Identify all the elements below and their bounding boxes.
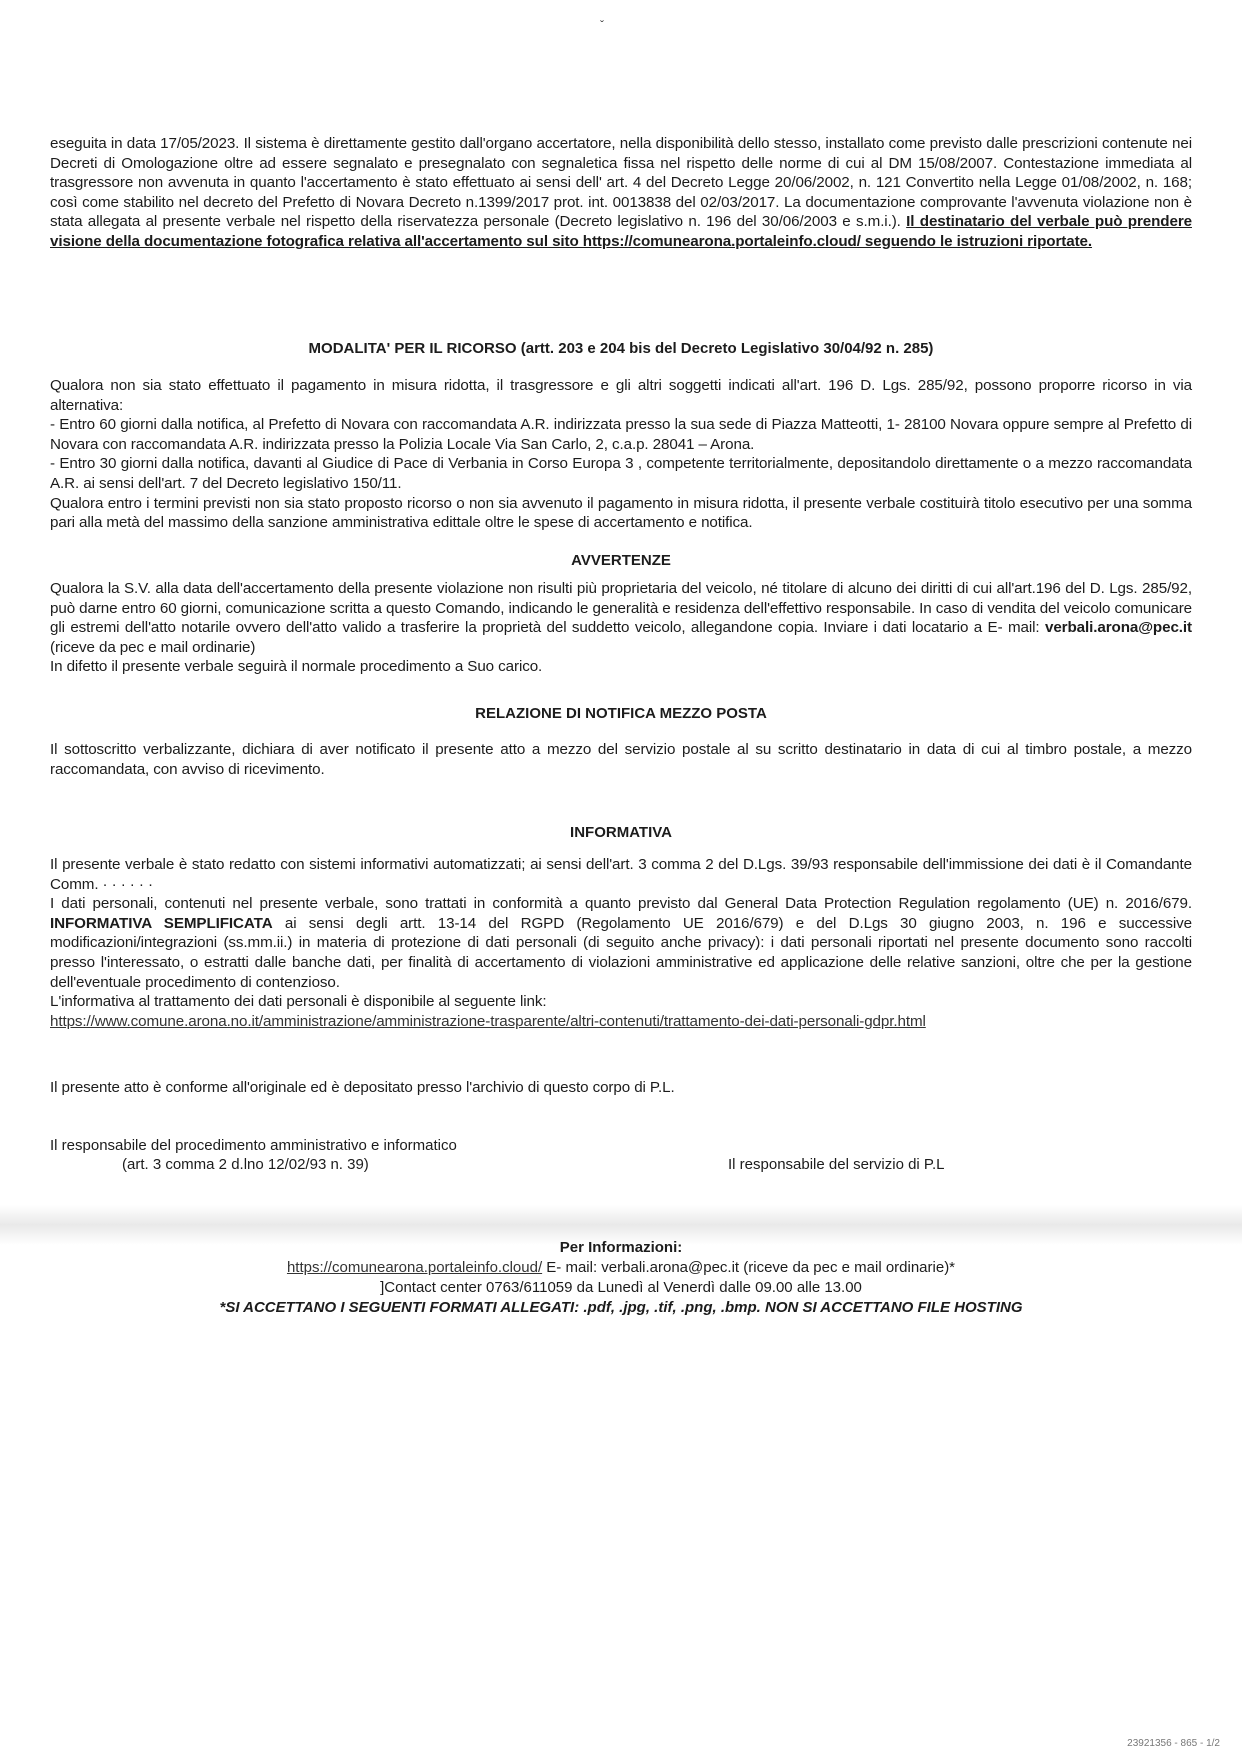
informativa-text-b: ai sensi degli artt. 13-14 del RGPD (Regolamento UE 2016/679) e del D.Lgs 30 giugno 2003, n. 196 e successive modificazioni/integrazioni (ss.mm.ii.) in materia di protezione di dati personali (di seguito anche privacy): i dati personali riportati nel presente documento sono raccolti presso l'interessato, o estratti dalle banche dati, per finalità di accertamento di violazioni amministrative ed applicazione delle relative sanzioni, oltre che per la gestione dell'eventuale procedimento di contenzioso. — [50, 914, 1192, 991]
signature-left-title: Il responsabile del procedimento amministrativo e informatico — [50, 1137, 457, 1154]
intro-text: eseguita in data 17/05/2023. Il sistema è direttamente gestito dall'organo accertatore, nella disponibilità dello stesso, installato come previsto dalle prescrizioni contenute nei Decreti di Omologazione oltre ad essere segnalato e presegnalato con segnaletica fissa nel rispetto delle norme di cui al DM 15/08/2007. Contestazione immediata al trasgressore non avvenuta in quanto l'accertamento è stato effettuato ai sensi dell' art. 4 del Decreto Legge 20/06/2002, n. 121 Convertito nella Legge 01/08/2002, n. 168; così come stabilito nel decreto del Prefetto di Novara Decreto n.1399/2017 prot. int. 0013838 del 02/03/2017. La documentazione comprovante l'avvenuta violazione non è stata allegata al presente verbale nel rispetto della riservatezza personale (Decreto legislativo n. 196 del 30/06/2003 e s.m.i.). — [50, 135, 1192, 231]
informativa-heading: INFORMATIVA — [570, 824, 672, 841]
relazione-text: Il sottoscritto verbalizzante, dichiara di aver notificato il presente atto a mezzo del servizio postale al su scritto destinatario in data di cui al timbro postale, a mezzo raccomandata, con avviso di ricevimento. — [50, 741, 1192, 778]
privacy-link[interactable]: https://www.comune.arona.no.it/amministrazione/amministrazione-trasparente/altri-contenuti/trattamento-dei-dati-personali-gdpr.html — [50, 1012, 926, 1030]
informativa-semplificata: INFORMATIVA SEMPLIFICATA — [50, 914, 273, 932]
avvertenze-text-end: (riceve da pec e mail ordinarie) — [50, 638, 256, 656]
avvertenze-text: Qualora la S.V. alla data dell'accertamento della presente violazione non risulti più proprietaria del veicolo, né titolare di alcuno dei diritti di cui all'art.196 del D. Lgs. 285/92, può darne entro 60 giorni, comunicazione scritta a questo Comando, indicando le generalità e residenza dell'effettivo responsabile. In caso di vendita del veicolo comunicare gli estremi dell'atto notarile ovvero dell'atto valido a trasferire la proprietà del suddetto veicolo, allegandone copia. Inviare i dati locatario a E- mail: — [50, 580, 1192, 637]
scan-mark: ˇ — [600, 18, 604, 32]
ricorso-heading: MODALITA' PER IL RICORSO (artt. 203 e 204 bis del Decreto Legislativo 30/04/92 n. 285) — [308, 340, 934, 357]
accepted-formats: *SI ACCETTANO I SEGUENTI FORMATI ALLEGATI: .pdf, .jpg, .tif, .png, .bmp. NON SI ACCETTANO FILE HOSTING — [219, 1299, 1023, 1316]
avvertenze-email: verbali.arona@pec.it — [1044, 619, 1192, 637]
contact-email: E- mail: verbali.arona@pec.it (riceve da pec e mail ordinarie)* — [542, 1259, 956, 1276]
informativa-section — [50, 855, 1192, 1031]
contact-block — [50, 1238, 1192, 1318]
avvertenze-section — [50, 579, 1192, 677]
informativa-text: I dati personali, contenuti nel presente verbale, sono trattati in conformità a quanto previsto dal General Data Protection Regulation regolamento (UE) n. 2016/679. — [50, 895, 1192, 913]
document-id: 23921356 - 865 - 1/2 — [1127, 1738, 1220, 1749]
ricorso-line: - Entro 30 giorni dalla notifica, davanti al Giudice di Pace di Verbania in Corso Europa 3 , competente territorialmente, depositandolo direttamente o a mezzo raccomandata A.R. ai sensi dell'art. 7 del Decreto legislativo 150/11. — [50, 455, 1192, 492]
conforme-text: Il presente atto è conforme all'originale ed è depositato presso l'archivio di questo corpo di P.L. — [50, 1079, 675, 1096]
ricorso-line: Qualora non sia stato effettuato il pagamento in misura ridotta, il trasgressore e gli altri soggetti indicati all'art. 196 D. Lgs. 285/92, possono proporre ricorso in via alternativa: — [50, 377, 1192, 414]
avvertenze-line: In difetto il presente verbale seguirà il normale procedimento a Suo carico. — [50, 658, 543, 676]
ricorso-line: Qualora entro i termini previsti non sia stato proposto ricorso o non sia avvenuto il pagamento in misura ridotta, il presente verbale costituirà titolo esecutivo per una somma pari alla metà del massimo della sanzione amministrativa edittale oltre le spese di accertamento e notifica. — [50, 494, 1192, 532]
photo-documentation-notice: Il destinatario del verbale può prendere visione della documentazione fotografica relativa all'accertamento sul sito https://comunearona.portaleinfo.cloud/ seguendo le istruzioni riportate. — [50, 213, 1192, 250]
contact-heading: Per Informazioni: — [559, 1239, 683, 1256]
signature-right-title: Il responsabile del servizio di P.L — [728, 1156, 945, 1173]
intro-paragraph — [50, 134, 1192, 252]
signature-left-ref: (art. 3 comma 2 d.lno 12/02/93 n. 39) — [122, 1156, 369, 1173]
informativa-line: Il presente verbale è stato redatto con sistemi informativi automatizzati; ai sensi dell'art. 3 comma 2 del D.Lgs. 39/93 responsabile dell'immissione dei dati è il Comandante Comm. · · · · · · — [50, 856, 1192, 893]
avvertenze-heading: AVVERTENZE — [571, 552, 671, 569]
informativa-link-intro: L'informativa al trattamento dei dati personali è disponibile al seguente link: — [50, 993, 547, 1011]
contact-site-link[interactable]: https://comunearona.portaleinfo.cloud/ — [286, 1259, 543, 1276]
contact-phone: ]Contact center 0763/611059 da Lunedì al Venerdì dalle 09.00 alle 13.00 — [380, 1279, 862, 1296]
relazione-heading: RELAZIONE DI NOTIFICA MEZZO POSTA — [475, 705, 767, 722]
ricorso-line: - Entro 60 giorni dalla notifica, al Prefetto di Novara con raccomandata A.R. indirizzata presso la sua sede di Piazza Matteotti, 1- 28100 Novara oppure sempre al Prefetto di Novara con raccomandata A.R. indirizzata presso la Polizia Locale Via San Carlo, 2, c.a.p. 28041 – Arona. — [50, 416, 1192, 453]
ricorso-section — [50, 376, 1192, 533]
